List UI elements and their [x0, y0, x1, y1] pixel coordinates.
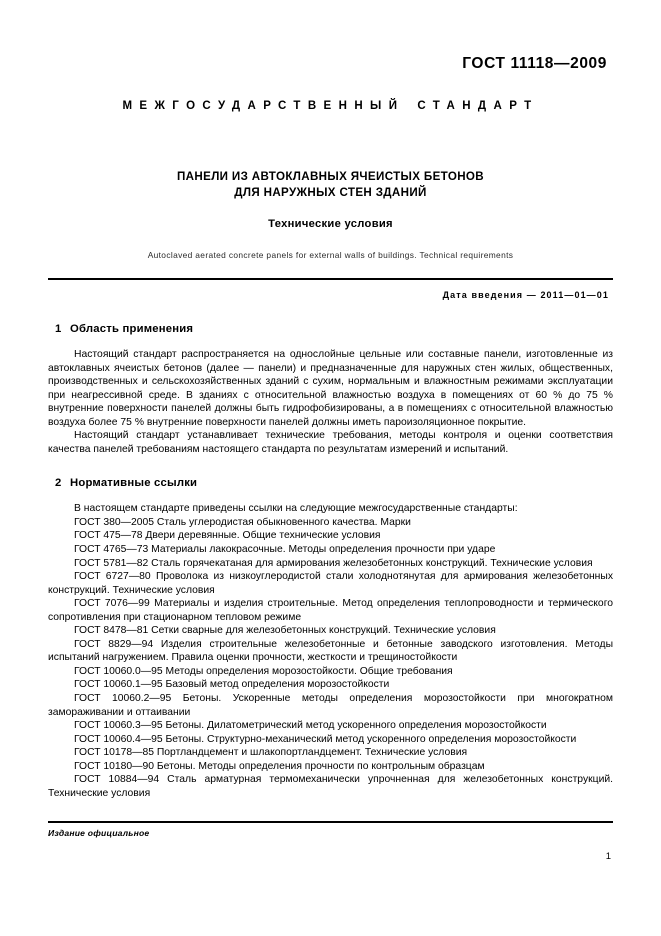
- document-number: ГОСТ 11118—2009: [462, 55, 607, 72]
- section-title-2: Нормативные ссылки: [70, 477, 198, 490]
- standard-type-label: МЕЖГОСУДАРСТВЕННЫЙ: [122, 100, 405, 112]
- effective-date: Дата введения — 2011—01—01: [442, 290, 609, 300]
- section-title-1: Область применения: [70, 323, 194, 335]
- section-heading-references: [48, 476, 613, 490]
- section-number-2: 2: [55, 477, 62, 490]
- reference-item: ГОСТ 8829—94 Изделия строительные железобетонные и бетонные заводского изготовления. Методы испытаний нагружением. Правила оценки прочности, жесткости и трещиностойкости: [48, 638, 613, 664]
- section-heading-scope: [48, 322, 613, 336]
- reference-item: ГОСТ 10178—85 Портландцемент и шлакопортландцемент. Технические условия: [74, 747, 468, 759]
- standard-type-band: [48, 100, 613, 112]
- scope-paragraph-1: Настоящий стандарт распространяется на однослойные цельные или составные панели, изготовленные из автоклавных ячеистых бетонов (далее — панели) и предназначенные для наружных стен жилых, общественных, производственных и сельскохозяйственных зданий с сухим, нормальным и влажностным режимами эксплуатации при неагрессивной среде. В зданиях с относительной влажностью воздуха в помещениях от 60 % до 75 % внутренние поверхности панелей должны быть гидрофобизированы, а в помещениях с относительной влажностью воздуха более 75 % внутренние поверхности панелей должны иметь пароизоляционное покрытие.: [48, 349, 613, 428]
- page-subtitle: Технические условия: [268, 218, 393, 230]
- document-body: [48, 322, 613, 800]
- reference-item: ГОСТ 10060.0—95 Методы определения морозостойкости. Общие требования: [74, 665, 453, 677]
- reference-item: ГОСТ 5781—82 Сталь горячекатаная для армирования железобетонных конструкций. Технические условия: [74, 557, 593, 569]
- standard-word-label: СТАНДАРТ: [417, 100, 539, 112]
- reference-item: ГОСТ 10060.3—95 Бетоны. Дилатометрический метод ускоренного определения морозостойкости: [74, 720, 547, 732]
- reference-item: ГОСТ 380—2005 Сталь углеродистая обыкновенного качества. Марки: [74, 516, 411, 528]
- title-block: [48, 169, 613, 260]
- reference-item: ГОСТ 4765—73 Материалы лакокрасочные. Методы определения прочности при ударе: [74, 544, 496, 556]
- page-title-line-2: ДЛЯ НАРУЖНЫХ СТЕН ЗДАНИЙ: [234, 186, 427, 199]
- section-number-1: 1: [55, 323, 62, 335]
- reference-item: ГОСТ 10060.1—95 Базовый метод определения морозостойкости: [74, 679, 390, 691]
- page-title-line-1: ПАНЕЛИ ИЗ АВТОКЛАВНЫХ ЯЧЕИСТЫХ БЕТОНОВ: [176, 170, 485, 183]
- reference-item: ГОСТ 475—78 Двери деревянные. Общие технические условия: [74, 530, 381, 542]
- page-number: 1: [605, 851, 611, 862]
- reference-item: ГОСТ 10060.2—95 Бетоны. Ускоренные методы определения морозостойкости при многократном замораживании и оттаивании: [48, 693, 613, 718]
- references-intro: В настоящем стандарте приведены ссылки на следующие межгосударственные стандарты:: [74, 503, 518, 515]
- official-edition-note: Издание официальное: [48, 828, 150, 838]
- normative-references-list: [48, 516, 613, 800]
- reference-item: ГОСТ 8478—81 Сетки сварные для железобетонных конструкций. Технические условия: [74, 625, 496, 637]
- reference-item: ГОСТ 10884—94 Сталь арматурная термомеханически упрочненная для железобетонных конструкций. Технические условия: [48, 774, 613, 799]
- page-title: [48, 169, 613, 201]
- footer-divider: [48, 821, 613, 823]
- header-divider: [48, 278, 613, 280]
- reference-item: ГОСТ 6727—80 Проволока из низкоуглеродистой стали холоднотянутая для армирования железобетонных конструкций. Технические условия: [48, 571, 613, 596]
- english-title: Autoclaved aerated concrete panels for external walls of buildings. Technical requirements: [147, 250, 514, 260]
- scope-paragraph-2: Настоящий стандарт устанавливает технические требования, методы контроля и оценки соответствия качества панелей требованиям настоящего стандарта по результатам измерений и испытаний.: [48, 430, 613, 455]
- reference-item: ГОСТ 10180—90 Бетоны. Методы определения прочности по контрольным образцам: [74, 760, 485, 772]
- reference-item: ГОСТ 7076—99 Материалы и изделия строительные. Метод определения теплопроводности и термического сопротивления при стационарном тепловом режиме: [48, 598, 613, 623]
- reference-item: ГОСТ 10060.4—95 Бетоны. Структурно-механический метод ускоренного определения морозостойкости: [74, 733, 577, 745]
